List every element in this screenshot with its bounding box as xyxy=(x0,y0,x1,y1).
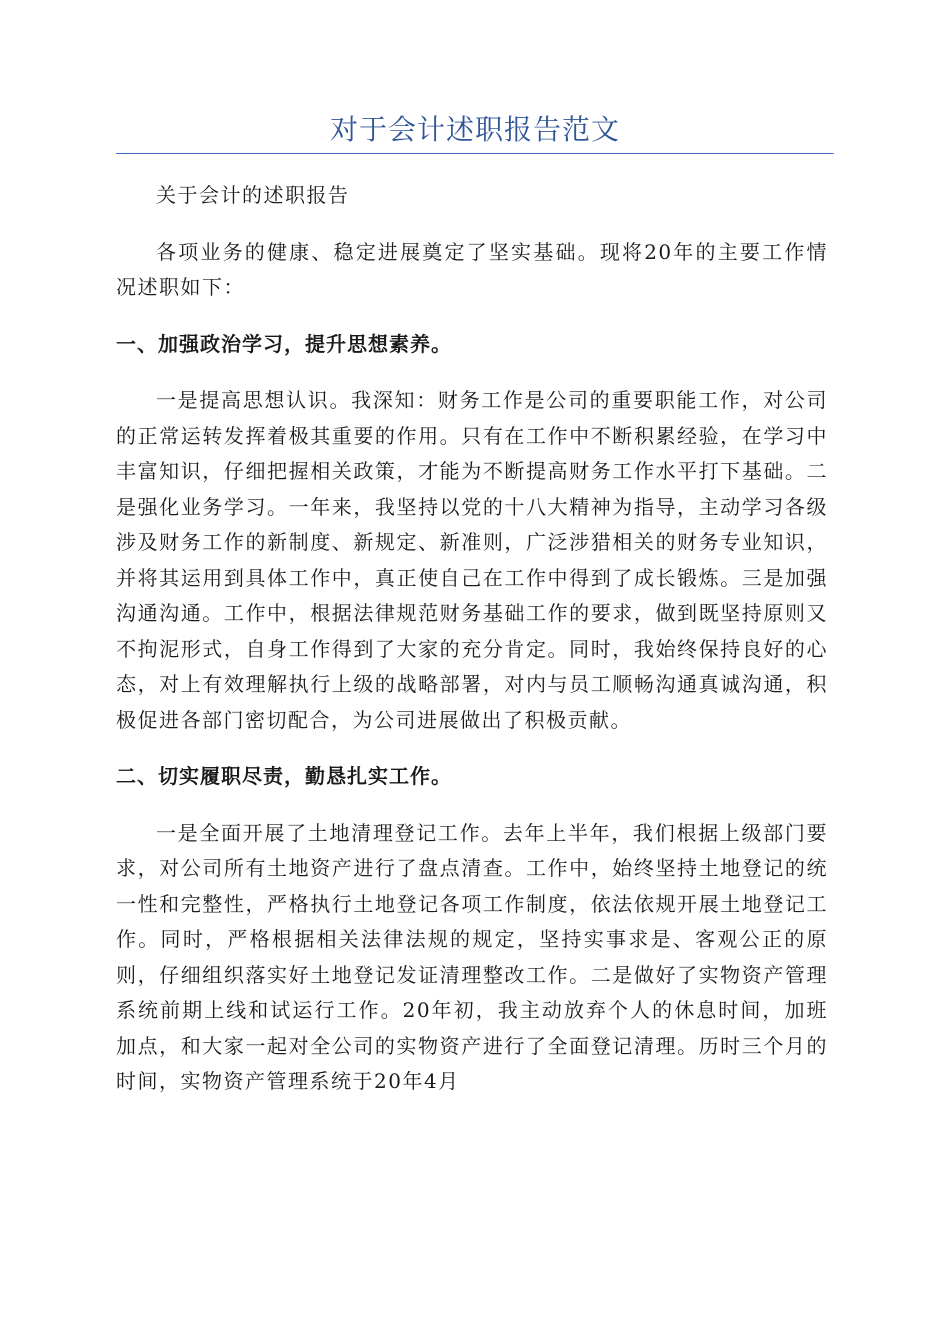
paragraph-section-1: 一是提高思想认识。我深知：财务工作是公司的重要职能工作，对公司的正常运转发挥着极其重要的作用。只有在工作中不断积累经验，在学习中丰富知识，仔细把握相关政策，才能为不断提高财务工作水平打下基础。二是强化业务学习。一年来，我坚持以党的十八大精神为指导，主动学习各级涉及财务工作的新制度、新规定、新准则，广泛涉猎相关的财务专业知识，并将其运用到具体工作中，真正使自己在工作中得到了成长锻炼。三是加强沟通沟通。工作中，根据法律规范财务基础工作的要求，做到既坚持原则又不拘泥形式，自身工作得到了大家的充分肯定。同时，我始终保持良好的心态，对上有效理解执行上级的战略部署，对内与员工顺畅沟通真诚沟通，积极促进各部门密切配合，为公司进展做出了积极贡献。 xyxy=(116,388,828,732)
document-body xyxy=(116,178,828,1121)
title-underline xyxy=(116,153,834,154)
paragraph-section-2: 一是全面开展了土地清理登记工作。去年上半年，我们根据上级部门要求，对公司所有土地资产进行了盘点清查。工作中，始终坚持土地登记的统一性和完整性，严格执行土地登记各项工作制度，依法依规开展土地登记工作。同时，严格根据相关法律法规的规定，坚持实事求是、客观公正的原则，仔细组织落实好土地登记发证清理整改工作。二是做好了实物资产管理系统前期上线和试运行工作。20年初，我主动放弃个人的休息时间，加班加点，和大家一起对全公司的实物资产进行了全面登记清理。历时三个月的时间，实物资产管理系统于20年4月 xyxy=(116,820,828,1093)
paragraph-intro: 各项业务的健康、稳定进展奠定了坚实基础。现将20年的主要工作情况述职如下： xyxy=(116,239,828,299)
paragraph-subtitle: 关于会计的述职报告 xyxy=(156,183,350,207)
section-heading-1: 一、加强政治学习，提升思想素养。 xyxy=(116,331,452,356)
section-heading-2: 二、切实履职尽责，勤恳扎实工作。 xyxy=(116,764,452,788)
document-title: 对于会计述职报告范文 xyxy=(329,113,620,146)
